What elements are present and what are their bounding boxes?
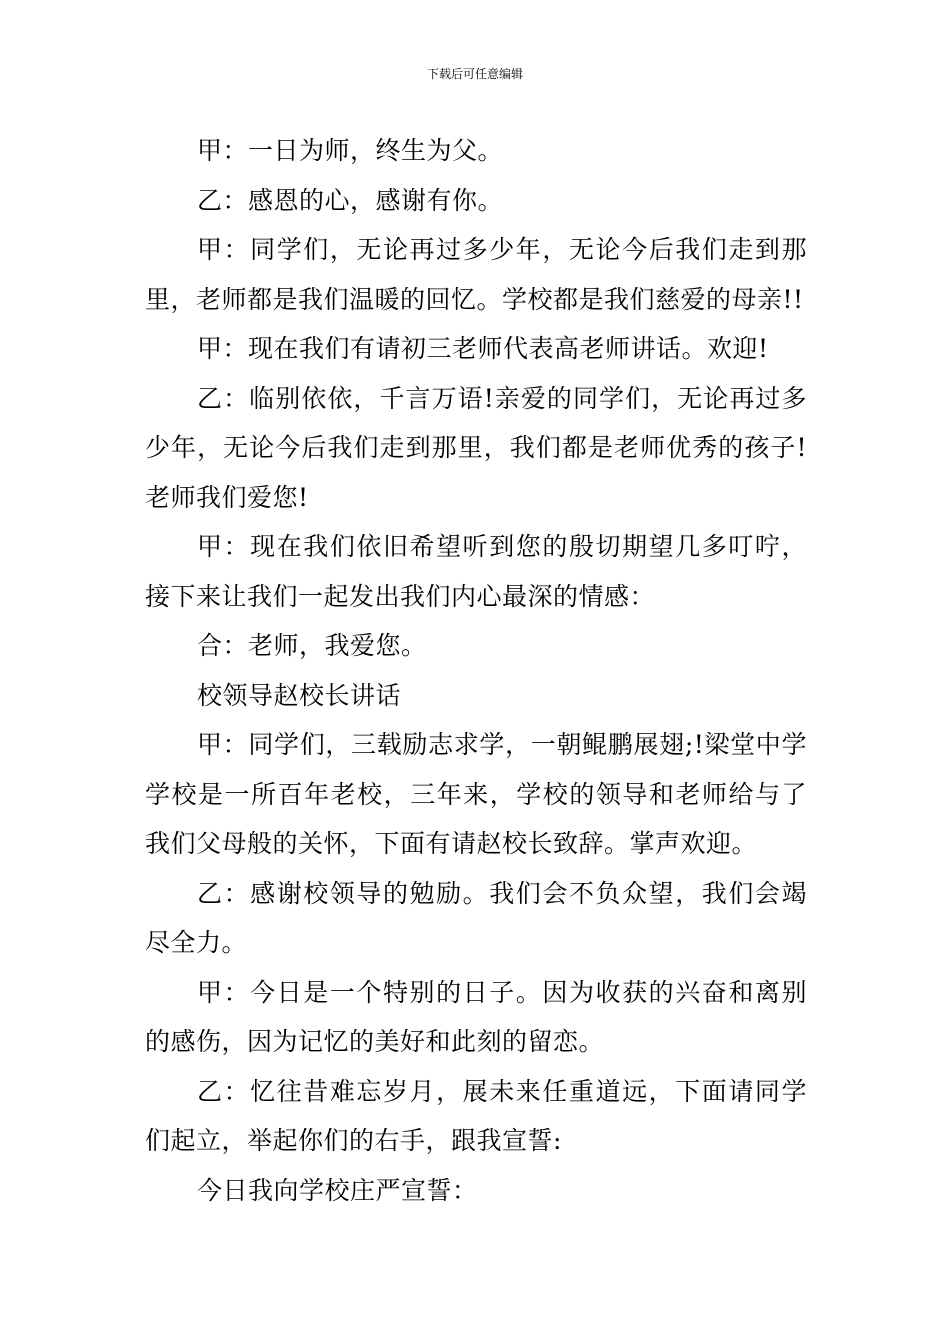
paragraph: 甲：现在我们有请初三老师代表高老师讲话。欢迎! [197, 334, 769, 363]
paragraph: 合：老师，我爱您。 [197, 631, 427, 660]
paragraph: 乙：感谢校领导的勉励。我们会不负众望，我们会竭尽全力。 [145, 878, 807, 957]
page-header-note: 下载后可任意编辑 [426, 67, 523, 81]
document-body [145, 126, 807, 1215]
paragraph: 甲：同学们，无论再过多少年，无论今后我们走到那里，老师都是我们温暖的回忆。学校都是我们慈爱的母亲!! [145, 235, 807, 314]
paragraph: 甲：同学们，三载励志求学，一朝鲲鹏展翅;!梁堂中学学校是一所百年老校，三年来，学校的领导和老师给与了我们父母般的关怀，下面有请赵校长致辞。掌声欢迎。 [145, 730, 807, 858]
paragraph: 乙：临别依依，千言万语!亲爱的同学们，无论再过多少年，无论今后我们走到那里，我们都是老师优秀的孩子!老师我们爱您! [145, 383, 807, 512]
paragraph: 乙：感恩的心，感谢有你。 [197, 185, 504, 215]
paragraph: 乙：忆往昔难忘岁月，展未来任重道远，下面请同学们起立，举起你们的右手，跟我宣誓: [145, 1076, 807, 1155]
section-heading: 校领导赵校长讲话 [197, 680, 402, 710]
paragraph: 甲：现在我们依旧希望听到您的殷切期望几多叮咛，接下来让我们一起发出我们内心最深的情感： [145, 532, 807, 611]
paragraph: 甲：今日是一个特别的日子。因为收获的兴奋和离别的感伤，因为记忆的美好和此刻的留恋。 [145, 977, 807, 1056]
paragraph: 甲：一日为师，终生为父。 [197, 136, 504, 165]
paragraph: 今日我向学校庄严宣誓： [197, 1175, 478, 1205]
